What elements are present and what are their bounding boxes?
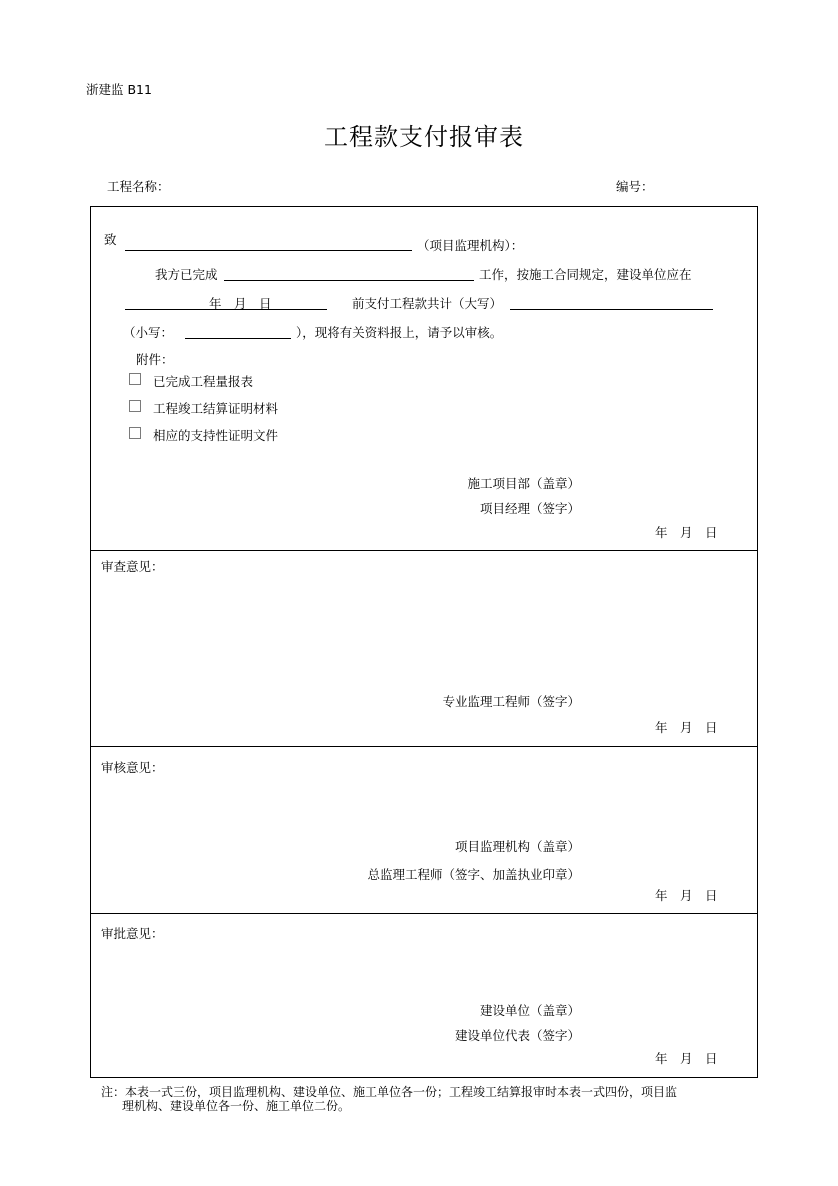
small-close: ），现将有关资料报上，请予以审核。 [296, 325, 503, 340]
checkbox-quantity-report[interactable] [129, 373, 141, 385]
work-blank[interactable] [224, 280, 474, 281]
attachment-supporting-docs: 相应的支持性证明文件 [153, 428, 279, 443]
review-label: 审查意见： [101, 559, 164, 574]
section1-date: 年 月 日 [655, 525, 718, 540]
section3-date: 年 月 日 [655, 888, 718, 903]
work-clause: 工作，按施工合同规定，建设单位应在 [479, 267, 692, 282]
sign-chief-engineer: 总监理工程师（签字、加盖执业印章） [367, 867, 580, 882]
agency-suffix: （项目监理机构）： [417, 238, 524, 253]
pay-clause: 前支付工程款共计（大写） [352, 296, 503, 311]
audit-label: 审核意见： [101, 760, 164, 775]
to-label: 致 [104, 232, 117, 247]
amount-uppercase-blank[interactable] [510, 309, 713, 310]
sign-specialist-engineer: 专业监理工程师（签字） [442, 694, 580, 709]
project-name-label: 工程名称： [107, 179, 170, 194]
checkbox-supporting-docs[interactable] [129, 427, 141, 439]
number-label: 编号： [616, 179, 654, 194]
completed-label: 我方已完成 [155, 267, 218, 282]
approval-label: 审批意见： [101, 926, 164, 941]
note-line-1: 注：本表一式三份，项目监理机构、建设单位、施工单位各一份；工程竣工结算报审时本表一式四份，项目监 [101, 1085, 678, 1099]
sign-client-representative: 建设单位代表（签字） [454, 1028, 580, 1043]
amount-lowercase-blank[interactable] [185, 338, 291, 339]
sign-construction-dept: 施工项目部（盖章） [467, 476, 580, 491]
sign-supervision-agency: 项目监理机构（盖章） [454, 839, 580, 854]
section4-date: 年 月 日 [655, 1051, 718, 1066]
section2-date: 年 月 日 [655, 720, 718, 735]
form-code: 浙建监 B11 [86, 82, 152, 97]
attachment-settlement-proof: 工程竣工结算证明材料 [153, 401, 279, 416]
checkbox-settlement-proof[interactable] [129, 400, 141, 412]
sign-client-unit: 建设单位（盖章） [479, 1003, 580, 1018]
note-line-2: 理机构、建设单位各一份、施工单位二份。 [122, 1099, 351, 1113]
pay-date: 年 月 日 [209, 296, 272, 311]
attachment-quantity-report: 已完成工程量报表 [153, 374, 254, 389]
agency-blank[interactable] [125, 250, 412, 251]
page-title: 工程款支付报审表 [324, 123, 524, 151]
sign-project-manager: 项目经理（签字） [479, 501, 580, 516]
small-open: （小写： [123, 325, 174, 340]
attachments-label: 附件： [136, 352, 174, 367]
